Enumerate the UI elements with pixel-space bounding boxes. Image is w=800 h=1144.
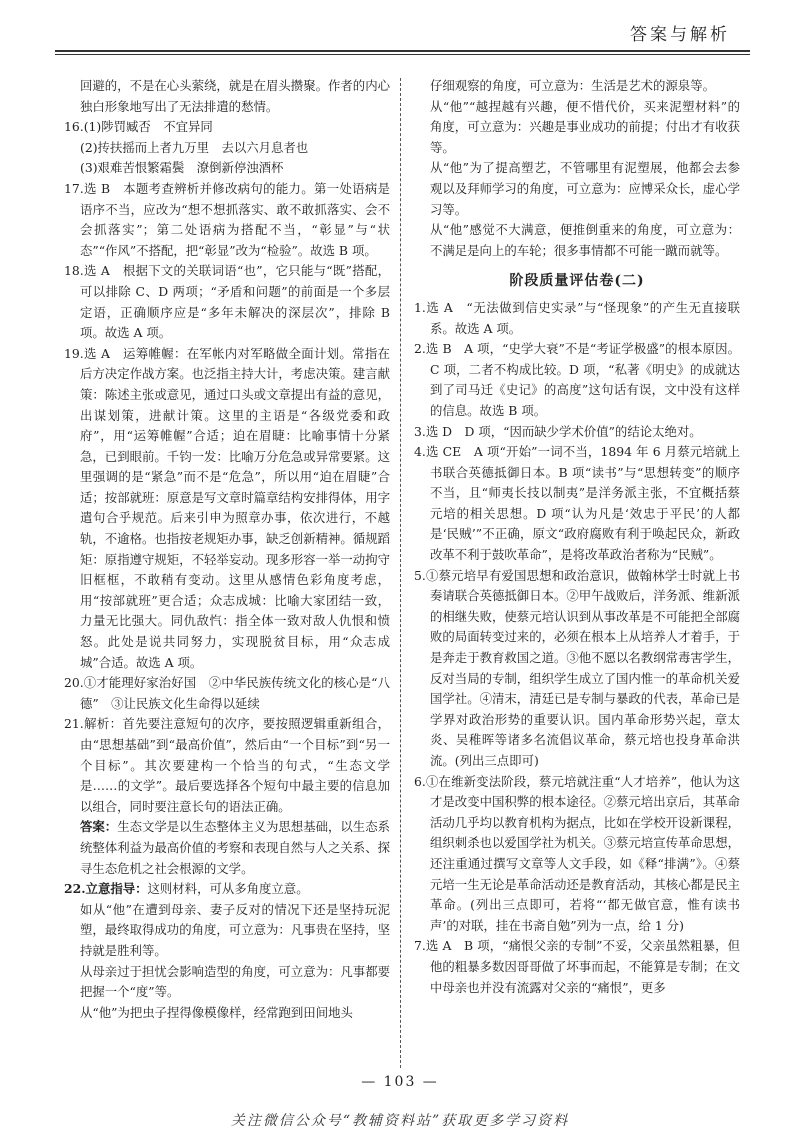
answer-21-answer <box>64 817 390 879</box>
answer-16: 16.(1)陟罚臧否 不宜异同 <box>64 119 213 135</box>
header-rule <box>55 50 750 52</box>
answer-22-d: 从“他”为把虫子捏得像模像样，经常跑到田间地头 <box>80 1004 353 1020</box>
guide-label: 22.立意指导： <box>64 881 148 897</box>
answer-label: 答案： <box>80 819 118 835</box>
answer-7: 7.选 A B 项，“痛恨父亲的专制”不妥，父亲虽然粗暴，但他的粗暴多数因哥哥做了坏事而起，不能算是专制；在文中母亲也并没有流露对父亲的“痛恨”，更多 <box>414 938 740 995</box>
answer-18: 18.选 A 根据下文的关联词语“也”，它只能与“既”搭配，可以排除 C、D 两项；“矛盾和问题”的前面是一个多层定语，正确顺序应是“多年未解决的深层次”，排除 B 项。故选 A 项。 <box>64 263 390 341</box>
answer-16-3: (3)艰难苦恨繁霜鬓 潦倒新停浊酒杯 <box>80 160 284 176</box>
left-column <box>64 76 390 1023</box>
right-column <box>414 76 740 998</box>
running-header: 答案与解析 <box>630 25 730 45</box>
answer-6: 6.①在维新变法阶段，蔡元培就注重“人才培养”，他认为这才是改变中国积弊的根本途径。②蔡元培出京后，其革命活动几乎均以教育机构为据点，比如在学校开设新课程，组织刺杀也以爱国学社为机关。③蔡元培宣传革命思想，还注重通过撰写文章等人文手段，如《释“排满”》。④蔡元培一生无论是革命活动还是教育活动，其核心都是民主革命。(列出三点即可，若将“‘都无做官意，惟有读书声’的对联，挂在书斋自勉”列为一点，给 1 分) <box>414 773 740 933</box>
answer-21: 21.解析：首先要注意短句的次序，要按照逻辑重新组合，由“思想基础”到“最高价值”，然后由“一个目标”到“另一个目标”。其次要建构一个恰当的句式，“生态文学是……的文学”。最后要选择各个短句中最主要的信息加以组合，同时要注意长句的语法正确。 <box>64 716 390 814</box>
answer-22-b: 如从“他”在遭到母亲、妻子反对的情况下还是坚持玩泥塑，最终取得成功的角度，可立意为：凡事贵在坚持，坚持就是胜利等。 <box>80 901 390 958</box>
guide-text: 这则材料，可从多角度立意。 <box>147 881 309 897</box>
answer-3: 3.选 D D 项，“因而缺少学术价值”的结论太绝对。 <box>414 423 702 439</box>
paragraph: 从“他”“越捏越有兴趣，便不惜代价，买来泥塑材料”的角度，可立意为：兴趣是事业成功的前提；付出才有收获等。 <box>430 98 740 155</box>
answer-16-2: (2)抟扶摇而上者九万里 去以六月息者也 <box>80 139 309 155</box>
answer-22-c: 从母亲过于担忧会影响造型的角度，可立意为：凡事都要把握一个“度”等。 <box>80 963 390 1000</box>
answer-20: 20.①才能理好家治好国 ②中华民族传统文化的核心是“八德” ③让民族文化生命得以延续 <box>64 675 390 711</box>
header-rule-thin <box>55 54 750 55</box>
answer-22 <box>64 879 390 900</box>
answer-2: 2.选 B A 项，“史学大衰”不是“考证学极盛”的根本原因。C 项，二者不构成比较。D 项，“私著《明史》的成就达到了司马迁《史记》的高度”这句话有误，文中没有这样的信息。故选 B 项。 <box>414 341 740 418</box>
column-separator <box>400 78 401 1068</box>
answer-4: 4.选 CE A 项“开始”一词不当，1894 年 6 月蔡元培就上书联合英德抵御日本。B 项“读书”与“思想转变”的顺序不当，且“师夷长技以制夷”是洋务派主张，不宜概括蔡元培的相关思想。D 项“认为凡是‘效忠于平民’的人都是‘民贼’”不正确，原文“政府腐败有利于唤起民众，新政改革不利于鼓吹革命”，是将改革政治者称为“民贼”。 <box>414 444 740 563</box>
answer-5: 5.①蔡元培早有爱国思想和政治意识，做翰林学士时就上书奏请联合英德抵御日本。②甲午战败后，洋务派、维新派的相继失败，使蔡元培认识到从事改革是不可能把全部腐败的局面转变过来的，必须在根本上从培养人才着手，于是奔走于教育救国之道。③他不愿以名教纲常毒害学生，反对当局的专制，组织学生成立了国内惟一的革命机关爱国学社。④清末，清廷已是专制与暴政的代表，革命已是学界对政治形势的重要认识。国内革命形势兴起，章太炎、吴稚晖等诸多名流倡议革命，蔡元培也投身革命洪流。(列出三点即可) <box>414 567 740 768</box>
answer-19: 19.选 A 运筹帷幄：在军帐内对军略做全面计划。常指在后方决定作战方案。也泛指主持大计，考虑决策。建言献策：陈述主张或意见，通过口头或文章提出有益的意见，出谋划策，进献计策。这里的主语是“各级党委和政府”，用“运筹帷幄”合适；迫在眉睫：比喻事情十分紧急，已到眼前。千钧一发：比喻万分危急或异常要紧。这里强调的是“紧急”而不是“危急”，所以用“迫在眉睫”合适；按部就班：原意是写文章时篇章结构安排得体，用字遣句合乎规范。后来引申为照章办事，依次进行，不越轨，不逾格。也指按老规矩办事，缺乏创新精神。循规蹈矩：原指遵守规矩，不轻举妄动。现多形容一举一动拘守旧框框，不敢稍有变动。这里从感情色彩角度考虑，用“按部就班”更合适；众志成城：比喻大家团结一致，力量无比强大。同仇敌忾：指全体一致对敌人仇恨和愤怒。此处是说共同努力，实现脱贫目标，用“众志成城”合适。故选 A 项。 <box>64 345 390 670</box>
paragraph: 仔细观察的角度，可立意为：生活是艺术的源泉等。 <box>430 78 715 93</box>
answer-17: 17.选 B 本题考查辨析并修改病句的能力。第一处语病是语序不当，应改为“想不想抓落实、敢不敢抓落实、会不会抓落实”；第二处语病为搭配不当，“彰显”与“状态”“作风”不搭配，把“彰显”改为“检验”。故选 B 项。 <box>64 180 390 258</box>
footer-note: 关注微信公众号“教辅资料站”获取更多学习资料 <box>230 1113 570 1129</box>
paragraph: 从“他”感觉不大满意，便推倒重来的角度，可立意为：不满足是向上的车轮；很多事情都不可能一蹴而就等。 <box>430 222 740 258</box>
answer-text: 生态文学是以生态整体主义为思想基础，以生态系统整体利益为最高价值的考察和表现自然与人之关系、探寻生态危机之社会根源的文学。 <box>80 819 391 876</box>
paragraph: 从“他”为了提高塑艺，不管哪里有泥塑展，他都会去参观以及拜师学习的角度，可立意为：应博采众长，虚心学习等。 <box>430 160 740 217</box>
paragraph: 回避的，不是在心头萦绕，就是在眉头攒聚。作者的内心独白形象地写出了无法排遣的愁情。 <box>80 78 390 114</box>
section-title: 阶段质量评估卷(二) <box>509 273 645 290</box>
page-number: — 103 — <box>361 1074 439 1090</box>
answer-1: 1.选 A “无法做到信史实录”与“怪现象”的产生无直接联系。故选 A 项。 <box>414 299 740 336</box>
